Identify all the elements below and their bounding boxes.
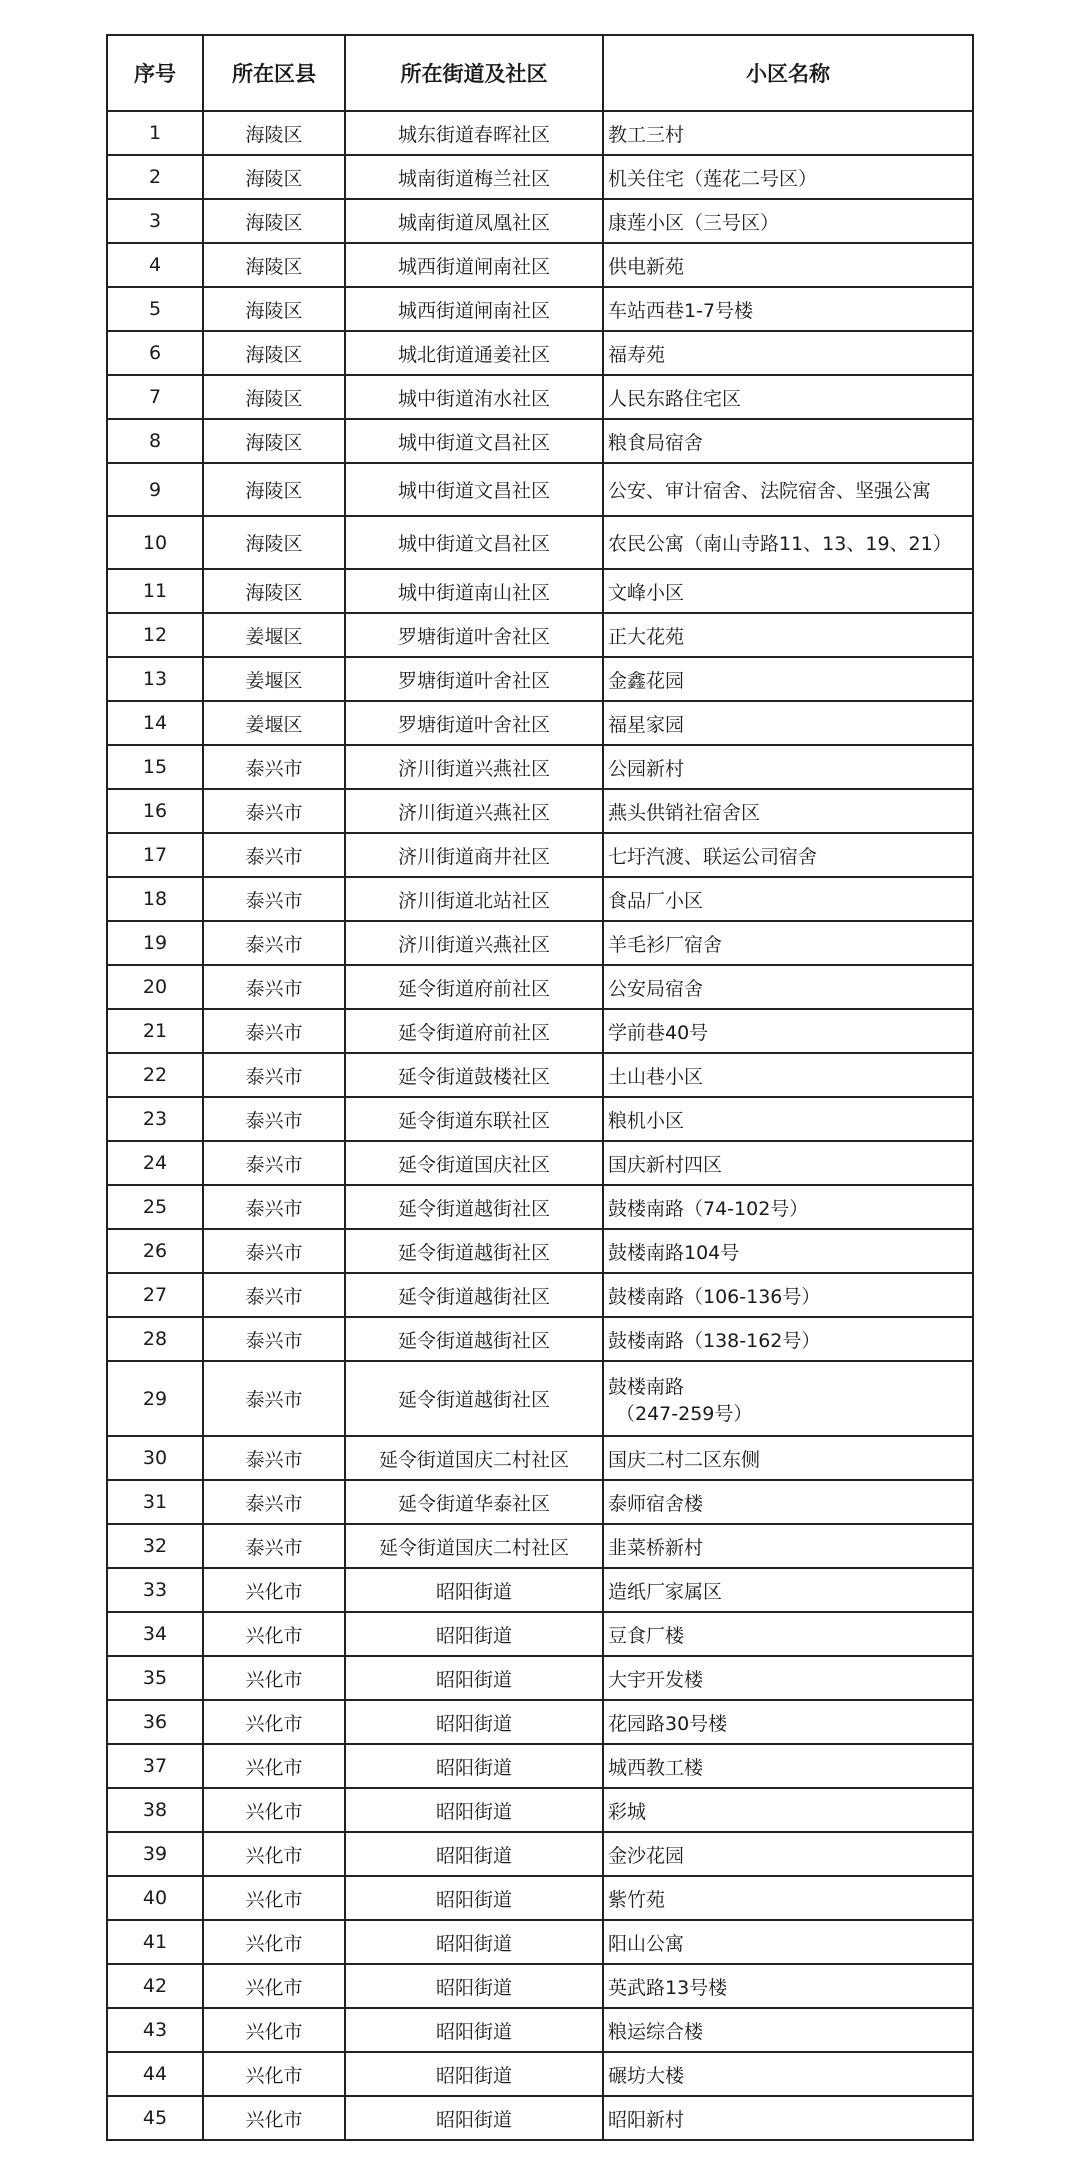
residence-name-cell: 造纸厂家属区	[603, 1568, 973, 1612]
district-cell: 兴化市	[203, 1656, 345, 1700]
residence-name-cell: 公安、审计宿舍、法院宿舍、坚强公寓	[603, 463, 973, 516]
table-row	[107, 1876, 973, 1920]
index-cell: 34	[107, 1612, 203, 1656]
community-table	[106, 34, 974, 2141]
index-cell: 23	[107, 1097, 203, 1141]
table-row	[107, 1832, 973, 1876]
header-district: 所在区县	[203, 35, 345, 111]
table-row	[107, 463, 973, 516]
index-cell: 31	[107, 1480, 203, 1524]
residence-name-cell: 供电新苑	[603, 243, 973, 287]
index-cell: 39	[107, 1832, 203, 1876]
index-cell: 29	[107, 1361, 203, 1436]
district-cell: 泰兴市	[203, 1317, 345, 1361]
residence-name-cell: 金沙花园	[603, 1832, 973, 1876]
header-street-community: 所在街道及社区	[345, 35, 603, 111]
street-community-cell: 城南街道梅兰社区	[345, 155, 603, 199]
index-cell: 16	[107, 789, 203, 833]
street-community-cell: 延令街道国庆社区	[345, 1141, 603, 1185]
residence-name-cell: 鼓楼南路（74-102号）	[603, 1185, 973, 1229]
residence-name-cell: 食品厂小区	[603, 877, 973, 921]
table-row	[107, 516, 973, 569]
table-row	[107, 921, 973, 965]
index-cell: 19	[107, 921, 203, 965]
index-cell: 38	[107, 1788, 203, 1832]
street-community-cell: 延令街道华泰社区	[345, 1480, 603, 1524]
street-community-cell: 城南街道凤凰社区	[345, 199, 603, 243]
table-row	[107, 1053, 973, 1097]
index-cell: 5	[107, 287, 203, 331]
table-row	[107, 1229, 973, 1273]
street-community-cell: 罗塘街道叶舍社区	[345, 613, 603, 657]
index-cell: 7	[107, 375, 203, 419]
residence-name-cell: 粮运综合楼	[603, 2008, 973, 2052]
index-cell: 11	[107, 569, 203, 613]
residence-name-cell: 国庆新村四区	[603, 1141, 973, 1185]
table-row	[107, 1185, 973, 1229]
district-cell: 姜堰区	[203, 613, 345, 657]
residence-name-cell: 七圩汽渡、联运公司宿舍	[603, 833, 973, 877]
table-row	[107, 375, 973, 419]
street-community-cell: 延令街道越街社区	[345, 1185, 603, 1229]
header-residence-name: 小区名称	[603, 35, 973, 111]
district-cell: 泰兴市	[203, 1097, 345, 1141]
street-community-cell: 城北街道通姜社区	[345, 331, 603, 375]
index-cell: 26	[107, 1229, 203, 1273]
table-row	[107, 1964, 973, 2008]
table-row	[107, 2008, 973, 2052]
index-cell: 18	[107, 877, 203, 921]
district-cell: 海陵区	[203, 331, 345, 375]
district-cell: 兴化市	[203, 1964, 345, 2008]
district-cell: 泰兴市	[203, 877, 345, 921]
table-row	[107, 1436, 973, 1480]
street-community-cell: 昭阳街道	[345, 1568, 603, 1612]
district-cell: 姜堰区	[203, 701, 345, 745]
street-community-cell: 昭阳街道	[345, 1832, 603, 1876]
residence-name-cell: 学前巷40号	[603, 1009, 973, 1053]
district-cell: 泰兴市	[203, 965, 345, 1009]
district-cell: 泰兴市	[203, 789, 345, 833]
street-community-cell: 昭阳街道	[345, 1700, 603, 1744]
residence-name-cell: 国庆二村二区东侧	[603, 1436, 973, 1480]
street-community-cell: 昭阳街道	[345, 1656, 603, 1700]
index-cell: 30	[107, 1436, 203, 1480]
table-row	[107, 1744, 973, 1788]
index-cell: 27	[107, 1273, 203, 1317]
district-cell: 海陵区	[203, 569, 345, 613]
residence-name-cell: 紫竹苑	[603, 1876, 973, 1920]
street-community-cell: 昭阳街道	[345, 1744, 603, 1788]
table-row	[107, 1480, 973, 1524]
district-cell: 泰兴市	[203, 1436, 345, 1480]
table-row	[107, 745, 973, 789]
residence-name-cell: 福星家园	[603, 701, 973, 745]
street-community-cell: 延令街道府前社区	[345, 965, 603, 1009]
residence-name-cell: 公园新村	[603, 745, 973, 789]
street-community-cell: 城中街道文昌社区	[345, 463, 603, 516]
index-cell: 14	[107, 701, 203, 745]
table-row	[107, 701, 973, 745]
table-row	[107, 789, 973, 833]
residence-name-cell: 农民公寓（南山寺路11、13、19、21）	[603, 516, 973, 569]
table-row	[107, 1700, 973, 1744]
district-cell: 兴化市	[203, 1568, 345, 1612]
district-cell: 泰兴市	[203, 1273, 345, 1317]
street-community-cell: 济川街道兴燕社区	[345, 745, 603, 789]
table-row	[107, 657, 973, 701]
street-community-cell: 延令街道越街社区	[345, 1273, 603, 1317]
table-row	[107, 1317, 973, 1361]
district-cell: 兴化市	[203, 1832, 345, 1876]
district-cell: 泰兴市	[203, 833, 345, 877]
index-cell: 9	[107, 463, 203, 516]
street-community-cell: 延令街道越街社区	[345, 1229, 603, 1273]
table-row	[107, 2052, 973, 2096]
residence-name-cell: 大宇开发楼	[603, 1656, 973, 1700]
street-community-cell: 城东街道春晖社区	[345, 111, 603, 155]
street-community-cell: 城中街道南山社区	[345, 569, 603, 613]
district-cell: 海陵区	[203, 287, 345, 331]
index-cell: 42	[107, 1964, 203, 2008]
street-community-cell: 延令街道东联社区	[345, 1097, 603, 1141]
index-cell: 4	[107, 243, 203, 287]
table-row	[107, 155, 973, 199]
table-row	[107, 1788, 973, 1832]
table-row	[107, 1612, 973, 1656]
district-cell: 泰兴市	[203, 1009, 345, 1053]
street-community-cell: 城中街道洧水社区	[345, 375, 603, 419]
street-community-cell: 城西街道闸南社区	[345, 287, 603, 331]
district-cell: 泰兴市	[203, 921, 345, 965]
index-cell: 13	[107, 657, 203, 701]
table-row	[107, 287, 973, 331]
district-cell: 海陵区	[203, 243, 345, 287]
street-community-cell: 昭阳街道	[345, 2008, 603, 2052]
index-cell: 43	[107, 2008, 203, 2052]
district-cell: 海陵区	[203, 155, 345, 199]
district-cell: 海陵区	[203, 375, 345, 419]
district-cell: 海陵区	[203, 419, 345, 463]
residence-name-cell: 羊毛衫厂宿舍	[603, 921, 973, 965]
residence-name-cell: 彩城	[603, 1788, 973, 1832]
residence-name-cell: 正大花苑	[603, 613, 973, 657]
table-row	[107, 1524, 973, 1568]
district-cell: 泰兴市	[203, 1229, 345, 1273]
index-cell: 3	[107, 199, 203, 243]
residence-name-cell: 人民东路住宅区	[603, 375, 973, 419]
street-community-cell: 延令街道国庆二村社区	[345, 1524, 603, 1568]
index-cell: 1	[107, 111, 203, 155]
index-cell: 36	[107, 1700, 203, 1744]
street-community-cell: 罗塘街道叶舍社区	[345, 701, 603, 745]
table-row	[107, 1009, 973, 1053]
table-body	[107, 111, 973, 2140]
residence-name-cell: 公安局宿舍	[603, 965, 973, 1009]
residence-name-cell: 土山巷小区	[603, 1053, 973, 1097]
table-row	[107, 243, 973, 287]
index-cell: 28	[107, 1317, 203, 1361]
district-cell: 泰兴市	[203, 745, 345, 789]
district-cell: 泰兴市	[203, 1053, 345, 1097]
index-cell: 25	[107, 1185, 203, 1229]
table-row	[107, 569, 973, 613]
residence-name-cell: 文峰小区	[603, 569, 973, 613]
district-cell: 海陵区	[203, 516, 345, 569]
district-cell: 海陵区	[203, 199, 345, 243]
table-row	[107, 1141, 973, 1185]
residence-name-cell: 粮机小区	[603, 1097, 973, 1141]
table-row	[107, 331, 973, 375]
table-row	[107, 1273, 973, 1317]
residence-name-cell: 昭阳新村	[603, 2096, 973, 2140]
residence-name-cell: 豆食厂楼	[603, 1612, 973, 1656]
table-row	[107, 1568, 973, 1612]
index-cell: 21	[107, 1009, 203, 1053]
table-row	[107, 1920, 973, 1964]
street-community-cell: 城西街道闸南社区	[345, 243, 603, 287]
residence-name-cell: 教工三村	[603, 111, 973, 155]
district-cell: 海陵区	[203, 463, 345, 516]
residence-name-cell: 碾坊大楼	[603, 2052, 973, 2096]
index-cell: 44	[107, 2052, 203, 2096]
district-cell: 泰兴市	[203, 1141, 345, 1185]
table-row	[107, 1361, 973, 1436]
index-cell: 17	[107, 833, 203, 877]
index-cell: 6	[107, 331, 203, 375]
street-community-cell: 昭阳街道	[345, 1876, 603, 1920]
residence-name-cell: 车站西巷1-7号楼	[603, 287, 973, 331]
index-cell: 2	[107, 155, 203, 199]
index-cell: 10	[107, 516, 203, 569]
district-cell: 兴化市	[203, 1612, 345, 1656]
table-row	[107, 1097, 973, 1141]
index-cell: 32	[107, 1524, 203, 1568]
index-cell: 35	[107, 1656, 203, 1700]
index-cell: 45	[107, 2096, 203, 2140]
header-row	[107, 35, 973, 111]
residence-name-cell: 金鑫花园	[603, 657, 973, 701]
district-cell: 海陵区	[203, 111, 345, 155]
index-cell: 22	[107, 1053, 203, 1097]
residence-name-cell: 鼓楼南路（106-136号）	[603, 1273, 973, 1317]
district-cell: 泰兴市	[203, 1480, 345, 1524]
residence-name-cell: 机关住宅（莲花二号区）	[603, 155, 973, 199]
residence-name-cell: 阳山公寓	[603, 1920, 973, 1964]
table-row	[107, 419, 973, 463]
street-community-cell: 延令街道鼓楼社区	[345, 1053, 603, 1097]
district-cell: 兴化市	[203, 1788, 345, 1832]
district-cell: 兴化市	[203, 2052, 345, 2096]
district-cell: 兴化市	[203, 1920, 345, 1964]
index-cell: 8	[107, 419, 203, 463]
district-cell: 兴化市	[203, 1876, 345, 1920]
district-cell: 泰兴市	[203, 1361, 345, 1436]
table-row	[107, 965, 973, 1009]
street-community-cell: 昭阳街道	[345, 1920, 603, 1964]
index-cell: 15	[107, 745, 203, 789]
residence-name-cell: 韭菜桥新村	[603, 1524, 973, 1568]
table-row	[107, 877, 973, 921]
street-community-cell: 城中街道文昌社区	[345, 419, 603, 463]
street-community-cell: 延令街道越街社区	[345, 1361, 603, 1436]
residence-name-cell: 城西教工楼	[603, 1744, 973, 1788]
district-cell: 泰兴市	[203, 1524, 345, 1568]
residence-name-cell: 福寿苑	[603, 331, 973, 375]
street-community-cell: 罗塘街道叶舍社区	[345, 657, 603, 701]
street-community-cell: 城中街道文昌社区	[345, 516, 603, 569]
street-community-cell: 昭阳街道	[345, 2096, 603, 2140]
residence-name-cell: 泰师宿舍楼	[603, 1480, 973, 1524]
residence-name-cell: 英武路13号楼	[603, 1964, 973, 2008]
street-community-cell: 济川街道兴燕社区	[345, 789, 603, 833]
street-community-cell: 昭阳街道	[345, 1612, 603, 1656]
residence-name-cell: 鼓楼南路104号	[603, 1229, 973, 1273]
street-community-cell: 济川街道商井社区	[345, 833, 603, 877]
table-row	[107, 2096, 973, 2140]
table-row	[107, 1656, 973, 1700]
street-community-cell: 昭阳街道	[345, 1964, 603, 2008]
table-row	[107, 833, 973, 877]
index-cell: 24	[107, 1141, 203, 1185]
header-index: 序号	[107, 35, 203, 111]
street-community-cell: 济川街道兴燕社区	[345, 921, 603, 965]
district-cell: 泰兴市	[203, 1185, 345, 1229]
table-row	[107, 613, 973, 657]
street-community-cell: 延令街道府前社区	[345, 1009, 603, 1053]
residence-name-cell: 燕头供销社宿舍区	[603, 789, 973, 833]
index-cell: 12	[107, 613, 203, 657]
street-community-cell: 延令街道国庆二村社区	[345, 1436, 603, 1480]
residence-name-cell: 花园路30号楼	[603, 1700, 973, 1744]
index-cell: 33	[107, 1568, 203, 1612]
residence-name-cell: 粮食局宿舍	[603, 419, 973, 463]
table-row	[107, 111, 973, 155]
district-cell: 兴化市	[203, 1744, 345, 1788]
street-community-cell: 济川街道北站社区	[345, 877, 603, 921]
table-row	[107, 199, 973, 243]
district-cell: 兴化市	[203, 1700, 345, 1744]
index-cell: 40	[107, 1876, 203, 1920]
district-cell: 兴化市	[203, 2008, 345, 2052]
index-cell: 41	[107, 1920, 203, 1964]
residence-name-cell: 鼓楼南路 （247-259号）	[603, 1361, 973, 1436]
index-cell: 37	[107, 1744, 203, 1788]
street-community-cell: 昭阳街道	[345, 1788, 603, 1832]
index-cell: 20	[107, 965, 203, 1009]
residence-name-cell: 康莲小区（三号区）	[603, 199, 973, 243]
district-cell: 姜堰区	[203, 657, 345, 701]
residence-name-cell: 鼓楼南路（138-162号）	[603, 1317, 973, 1361]
street-community-cell: 延令街道越街社区	[345, 1317, 603, 1361]
district-cell: 兴化市	[203, 2096, 345, 2140]
street-community-cell: 昭阳街道	[345, 2052, 603, 2096]
